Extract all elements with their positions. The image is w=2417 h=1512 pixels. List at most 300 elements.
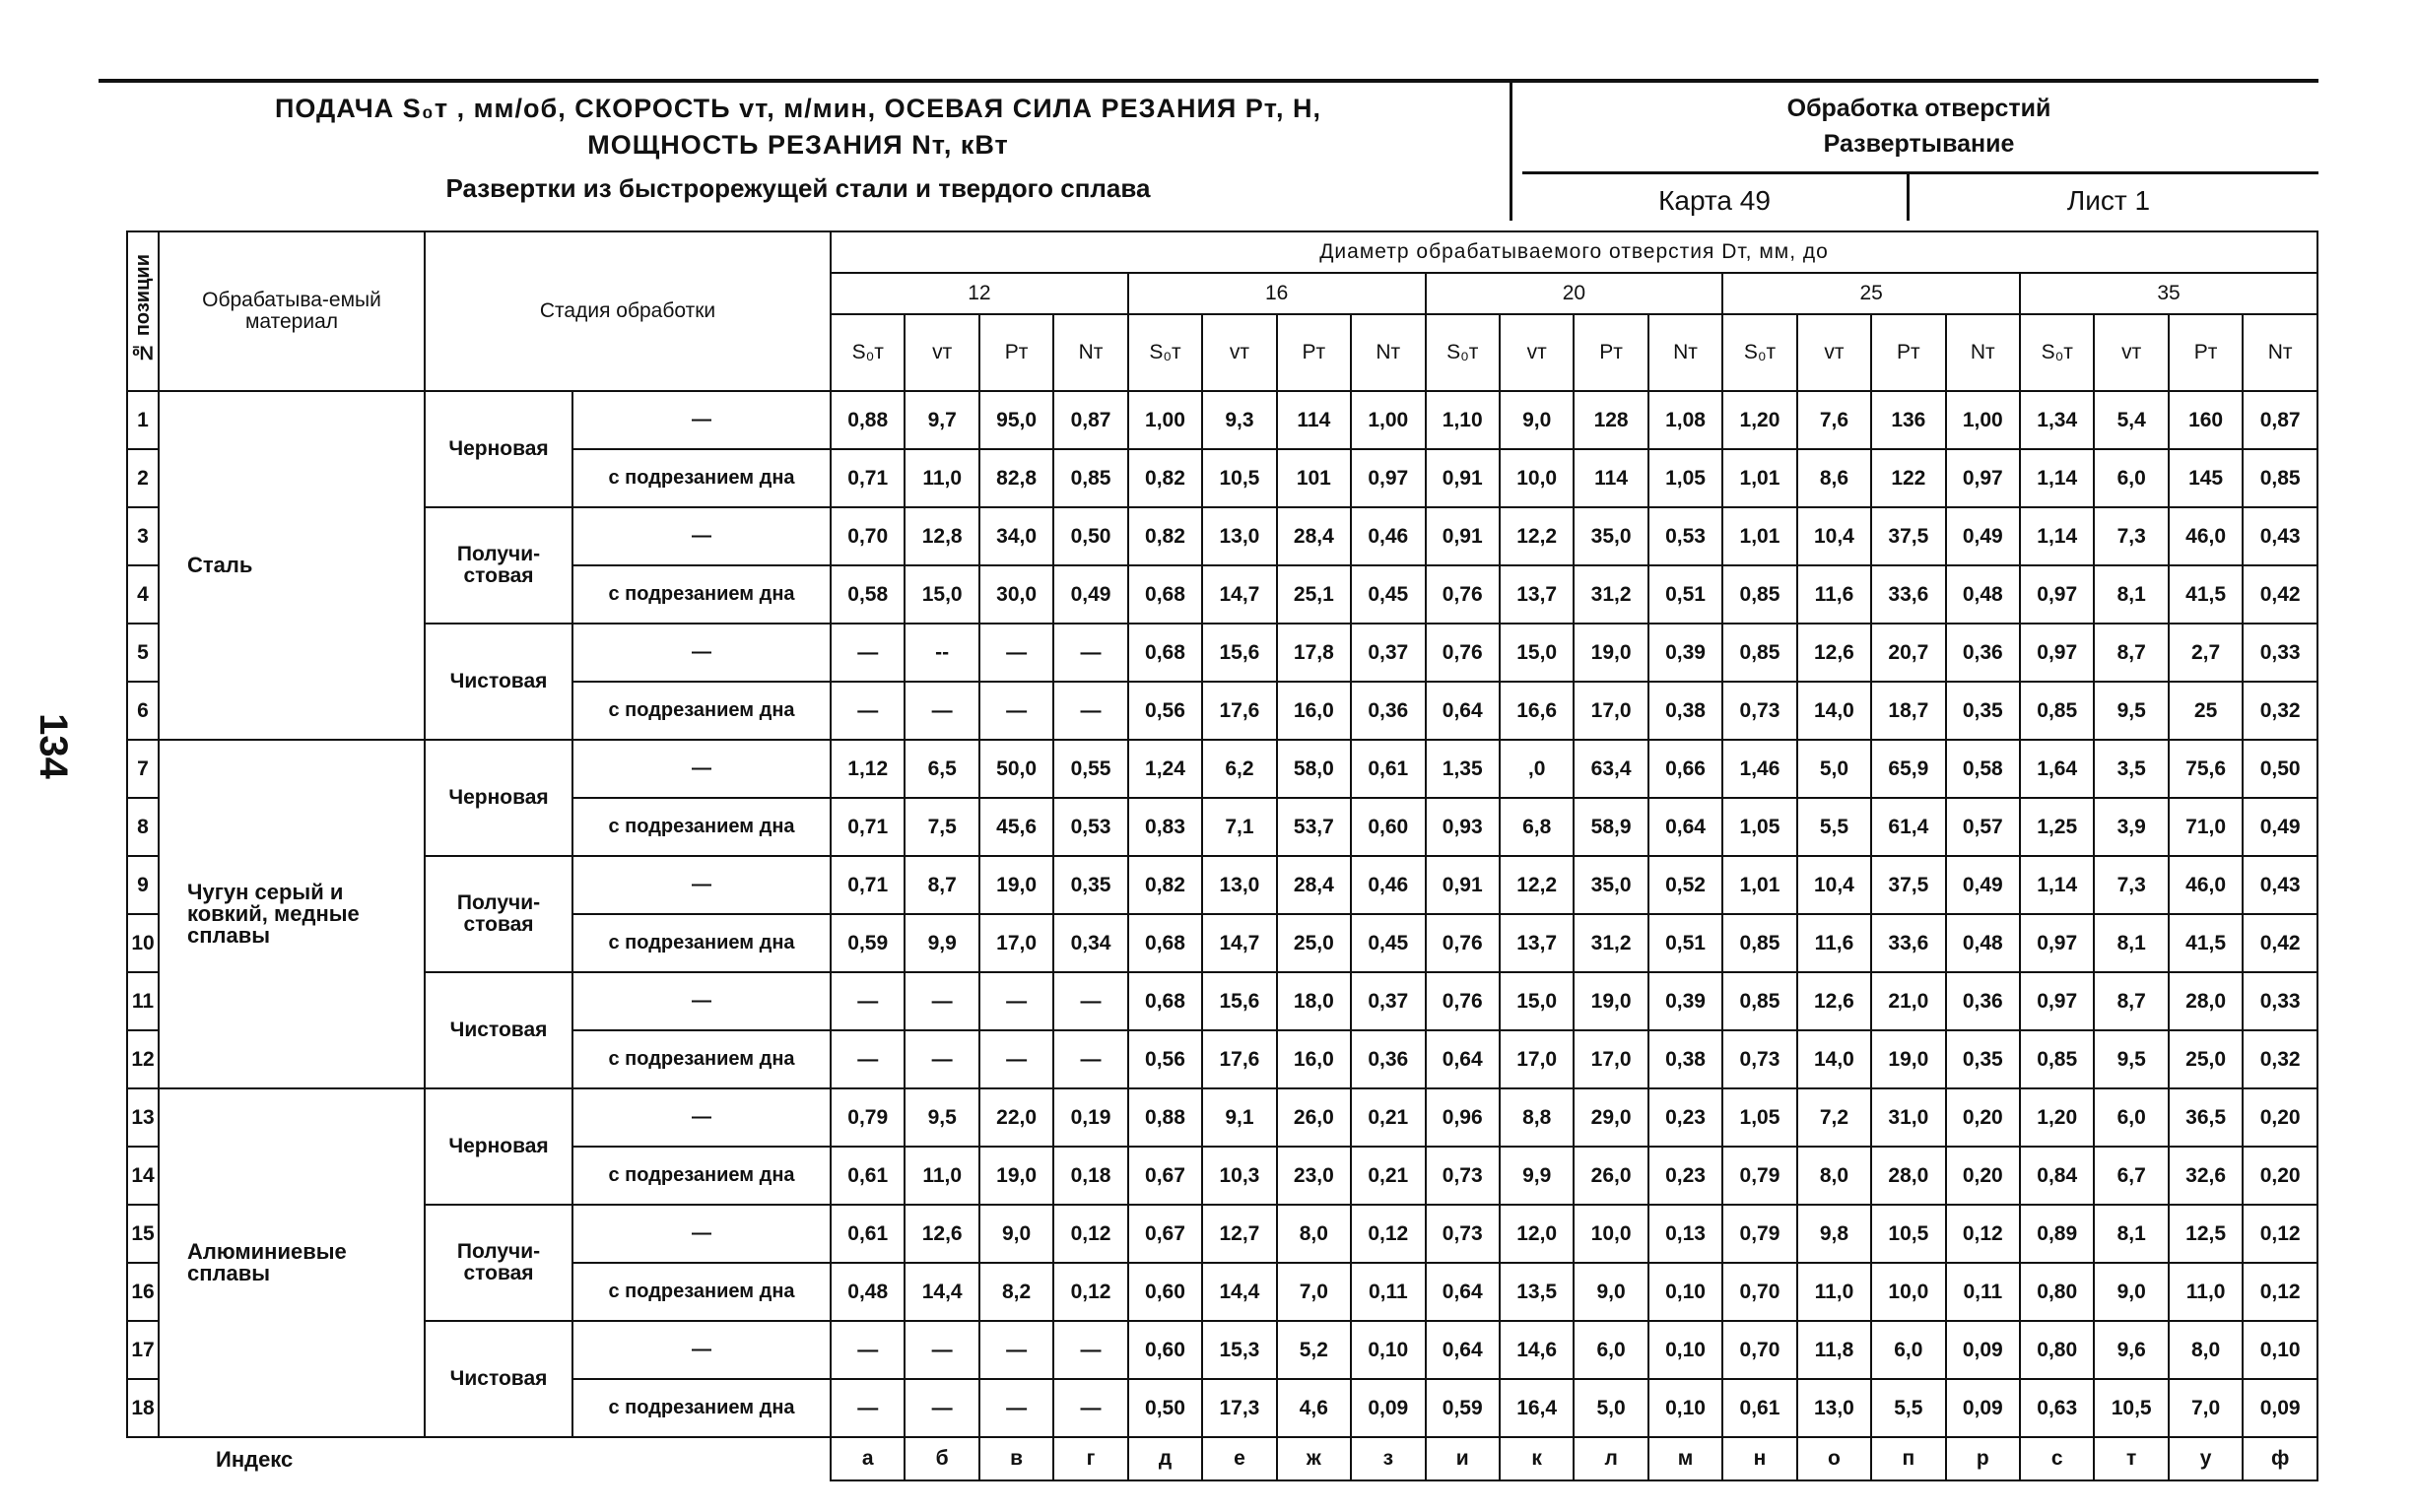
index-letter: н — [1722, 1437, 1796, 1480]
value-cell: 0,85 — [1722, 624, 1796, 682]
param-header: Pт — [979, 314, 1053, 391]
diameter-12: 12 — [831, 273, 1128, 314]
value-cell: 15,6 — [1202, 972, 1276, 1030]
value-cell: 0,58 — [831, 565, 905, 624]
value-cell: — — [979, 682, 1053, 740]
value-cell: — — [1053, 1030, 1127, 1088]
sub-stage-cell: — — [572, 1088, 831, 1147]
value-cell: 11,0 — [905, 1147, 978, 1205]
value-cell: 1,00 — [1128, 391, 1202, 449]
value-cell: 20,7 — [1871, 624, 1945, 682]
value-cell: 0,09 — [2243, 1379, 2317, 1437]
value-cell: 0,10 — [1648, 1321, 1722, 1379]
value-cell: 1,00 — [1946, 391, 2020, 449]
value-cell: 0,10 — [1648, 1379, 1722, 1437]
operation-block — [1522, 91, 2316, 162]
sub-stage-cell: — — [572, 740, 831, 798]
value-cell: 58,9 — [1574, 798, 1647, 856]
position-number: 14 — [127, 1147, 159, 1205]
value-cell: 0,19 — [1053, 1088, 1127, 1147]
sub-stage-cell: с подрезанием дна — [572, 449, 831, 507]
value-cell: 0,68 — [1128, 624, 1202, 682]
value-cell: 0,82 — [1128, 856, 1202, 914]
value-cell: — — [1053, 624, 1127, 682]
value-cell: 0,85 — [1722, 914, 1796, 972]
value-cell: 9,7 — [905, 391, 978, 449]
value-cell: 0,67 — [1128, 1205, 1202, 1263]
value-cell: 12,0 — [1500, 1205, 1574, 1263]
stage-cell: Чистовая — [425, 1321, 572, 1437]
value-cell: 16,4 — [1500, 1379, 1574, 1437]
value-cell: 0,33 — [2243, 624, 2317, 682]
value-cell: 0,12 — [1946, 1205, 2020, 1263]
value-cell: 9,0 — [979, 1205, 1053, 1263]
stage-cell: Черновая — [425, 740, 572, 856]
title-line-2: МОЩНОСТЬ РЕЗАНИЯ Nт, кВт — [587, 130, 1009, 160]
value-cell: 6,0 — [1574, 1321, 1647, 1379]
index-letter: е — [1202, 1437, 1276, 1480]
value-cell: 0,70 — [1722, 1263, 1796, 1321]
value-cell: 0,36 — [1946, 624, 2020, 682]
value-cell: 11,0 — [1797, 1263, 1871, 1321]
value-cell: 0,49 — [1053, 565, 1127, 624]
position-number: 10 — [127, 914, 159, 972]
value-cell: 33,6 — [1871, 914, 1945, 972]
value-cell: 160 — [2169, 391, 2243, 449]
value-cell: 17,0 — [1574, 1030, 1647, 1088]
value-cell: 0,38 — [1648, 1030, 1722, 1088]
value-cell: 10,5 — [1202, 449, 1276, 507]
value-cell: 9,0 — [1500, 391, 1574, 449]
sub-stage-cell: — — [572, 972, 831, 1030]
value-cell: 12,6 — [1797, 624, 1871, 682]
value-cell: 16,0 — [1277, 682, 1351, 740]
value-cell: 0,45 — [1351, 914, 1425, 972]
sub-stage-cell: с подрезанием дна — [572, 1147, 831, 1205]
value-cell: 0,59 — [1426, 1379, 1500, 1437]
index-letter: з — [1351, 1437, 1425, 1480]
value-cell: 13,7 — [1500, 565, 1574, 624]
value-cell: 5,5 — [1797, 798, 1871, 856]
value-cell: 0,13 — [1648, 1205, 1722, 1263]
value-cell: 0,59 — [831, 914, 905, 972]
value-cell: 19,0 — [979, 1147, 1053, 1205]
value-cell: 0,91 — [1426, 507, 1500, 565]
value-cell: 0,68 — [1128, 972, 1202, 1030]
value-cell: 0,43 — [2243, 507, 2317, 565]
value-cell: -- — [905, 624, 978, 682]
value-cell: 0,53 — [1648, 507, 1722, 565]
sub-stage-cell: с подрезанием дна — [572, 1263, 831, 1321]
value-cell: 0,53 — [1053, 798, 1127, 856]
table-row — [127, 856, 2317, 914]
value-cell: 34,0 — [979, 507, 1053, 565]
value-cell: 114 — [1277, 391, 1351, 449]
table-header — [127, 231, 2317, 391]
param-header: vт — [1500, 314, 1574, 391]
value-cell: 0,97 — [2020, 972, 2094, 1030]
value-cell: 12,2 — [1500, 507, 1574, 565]
value-cell: 31,2 — [1574, 914, 1647, 972]
value-cell: 0,39 — [1648, 624, 1722, 682]
index-letter: д — [1128, 1437, 1202, 1480]
param-header: Nт — [1053, 314, 1127, 391]
value-cell: 0,97 — [2020, 565, 2094, 624]
position-number: 18 — [127, 1379, 159, 1437]
value-cell: — — [905, 1030, 978, 1088]
value-cell: 14,7 — [1202, 914, 1276, 972]
value-cell: 8,7 — [2094, 624, 2168, 682]
value-cell: 8,7 — [905, 856, 978, 914]
value-cell: 50,0 — [979, 740, 1053, 798]
sub-stage-cell: с подрезанием дна — [572, 798, 831, 856]
value-cell: 0,56 — [1128, 682, 1202, 740]
value-cell: 0,82 — [1128, 507, 1202, 565]
param-header: S₀т — [1722, 314, 1796, 391]
value-cell: 0,35 — [1946, 682, 2020, 740]
value-cell: 0,42 — [2243, 914, 2317, 972]
stage-cell: Чистовая — [425, 972, 572, 1088]
value-cell: 10,5 — [2094, 1379, 2168, 1437]
value-cell: 145 — [2169, 449, 2243, 507]
value-cell: 1,01 — [1722, 856, 1796, 914]
position-number: 7 — [127, 740, 159, 798]
stage-cell: Получи-стовая — [425, 507, 572, 624]
value-cell: 12,7 — [1202, 1205, 1276, 1263]
value-cell: 19,0 — [1574, 624, 1647, 682]
index-letter: ж — [1277, 1437, 1351, 1480]
value-cell: 22,0 — [979, 1088, 1053, 1147]
sub-stage-cell: — — [572, 391, 831, 449]
value-cell: 15,3 — [1202, 1321, 1276, 1379]
value-cell: — — [831, 682, 905, 740]
value-cell: 37,5 — [1871, 507, 1945, 565]
value-cell: 3,5 — [2094, 740, 2168, 798]
value-cell: 8,2 — [979, 1263, 1053, 1321]
value-cell: 10,0 — [1500, 449, 1574, 507]
diameter-20: 20 — [1426, 273, 1723, 314]
value-cell: 14,0 — [1797, 1030, 1871, 1088]
value-cell: 0,70 — [1722, 1321, 1796, 1379]
value-cell: 136 — [1871, 391, 1945, 449]
value-cell: 11,8 — [1797, 1321, 1871, 1379]
value-cell: 14,4 — [1202, 1263, 1276, 1321]
diameter-25: 25 — [1722, 273, 2020, 314]
diameter-header: Диаметр обрабатываемого отверстия Dт, мм, до — [831, 231, 2317, 273]
value-cell: 0,87 — [1053, 391, 1127, 449]
value-cell: 12,6 — [905, 1205, 978, 1263]
value-cell: 8,1 — [2094, 1205, 2168, 1263]
value-cell: 0,36 — [1351, 682, 1425, 740]
value-cell: 8,1 — [2094, 565, 2168, 624]
value-cell: 0,87 — [2243, 391, 2317, 449]
index-letter: ф — [2243, 1437, 2317, 1480]
position-number: 16 — [127, 1263, 159, 1321]
value-cell: 12,8 — [905, 507, 978, 565]
value-cell: 0,85 — [2020, 682, 2094, 740]
value-cell: 12,6 — [1797, 972, 1871, 1030]
value-cell: 65,9 — [1871, 740, 1945, 798]
title-line-1: ПОДАЧА S₀т , мм/об, СКОРОСТЬ vт, м/мин, ОСЕВАЯ СИЛА РЕЗАНИЯ Pт, Н, — [274, 94, 1322, 123]
value-cell: — — [979, 1030, 1053, 1088]
value-cell: 28,4 — [1277, 856, 1351, 914]
value-cell: 19,0 — [1574, 972, 1647, 1030]
value-cell: 1,46 — [1722, 740, 1796, 798]
pos-header-cell — [127, 231, 159, 391]
param-header: vт — [1797, 314, 1871, 391]
value-cell: 0,56 — [1128, 1030, 1202, 1088]
value-cell: 25,1 — [1277, 565, 1351, 624]
value-cell: 0,12 — [2243, 1205, 2317, 1263]
sheet-number: Лист 1 — [2066, 185, 2151, 216]
value-cell: 7,0 — [1277, 1263, 1351, 1321]
value-cell: 10,4 — [1797, 507, 1871, 565]
value-cell: 0,12 — [2243, 1263, 2317, 1321]
param-header: S₀т — [1128, 314, 1202, 391]
value-cell: 0,71 — [831, 798, 905, 856]
value-cell: 7,3 — [2094, 507, 2168, 565]
value-cell: 1,05 — [1648, 449, 1722, 507]
position-number: 3 — [127, 507, 159, 565]
value-cell: 0,80 — [2020, 1321, 2094, 1379]
value-cell: 17,0 — [979, 914, 1053, 972]
value-cell: 0,76 — [1426, 972, 1500, 1030]
value-cell: 0,50 — [2243, 740, 2317, 798]
value-cell: 0,42 — [2243, 565, 2317, 624]
value-cell: 95,0 — [979, 391, 1053, 449]
title-block — [99, 91, 1498, 219]
param-header: vт — [1202, 314, 1276, 391]
param-header: Pт — [1871, 314, 1945, 391]
value-cell: 1,20 — [1722, 391, 1796, 449]
value-cell: 45,6 — [979, 798, 1053, 856]
value-cell: 0,79 — [1722, 1147, 1796, 1205]
value-cell: 0,10 — [2243, 1321, 2317, 1379]
value-cell: 0,36 — [1351, 1030, 1425, 1088]
value-cell: 53,7 — [1277, 798, 1351, 856]
value-cell: 75,6 — [2169, 740, 2243, 798]
value-cell: 41,5 — [2169, 914, 2243, 972]
value-cell: 122 — [1871, 449, 1945, 507]
value-cell: 0,35 — [1053, 856, 1127, 914]
index-letter: л — [1574, 1437, 1647, 1480]
value-cell: 19,0 — [1871, 1030, 1945, 1088]
value-cell: 11,6 — [1797, 565, 1871, 624]
value-cell: 23,0 — [1277, 1147, 1351, 1205]
value-cell: 7,5 — [905, 798, 978, 856]
index-letter: у — [2169, 1437, 2243, 1480]
value-cell: 10,0 — [1871, 1263, 1945, 1321]
sub-stage-cell: с подрезанием дна — [572, 682, 831, 740]
value-cell: 1,01 — [1722, 449, 1796, 507]
value-cell: 13,0 — [1202, 856, 1276, 914]
value-cell: 0,48 — [1946, 914, 2020, 972]
value-cell: 5,2 — [1277, 1321, 1351, 1379]
value-cell: — — [979, 1379, 1053, 1437]
param-header: S₀т — [831, 314, 905, 391]
value-cell: 1,20 — [2020, 1088, 2094, 1147]
index-letter: п — [1871, 1437, 1945, 1480]
value-cell: 26,0 — [1277, 1088, 1351, 1147]
operation-title: Развертывание — [1823, 130, 2015, 158]
value-cell: 0,82 — [1128, 449, 1202, 507]
index-letter: р — [1946, 1437, 2020, 1480]
value-cell: — — [905, 1321, 978, 1379]
value-cell: 10,3 — [1202, 1147, 1276, 1205]
index-letter: к — [1500, 1437, 1574, 1480]
value-cell: 46,0 — [2169, 856, 2243, 914]
value-cell: 61,4 — [1871, 798, 1945, 856]
value-cell: 6,8 — [1500, 798, 1574, 856]
value-cell: 25,0 — [1277, 914, 1351, 972]
value-cell: 0,35 — [1946, 1030, 2020, 1088]
value-cell: 17,6 — [1202, 1030, 1276, 1088]
position-number: 2 — [127, 449, 159, 507]
value-cell: 0,38 — [1648, 682, 1722, 740]
value-cell: 0,68 — [1128, 914, 1202, 972]
sub-stage-cell: с подрезанием дна — [572, 1030, 831, 1088]
value-cell: 0,23 — [1648, 1088, 1722, 1147]
param-header: S₀т — [1426, 314, 1500, 391]
value-cell: 8,0 — [2169, 1321, 2243, 1379]
param-header: vт — [905, 314, 978, 391]
sub-stage-cell: с подрезанием дна — [572, 1379, 831, 1437]
value-cell: 1,05 — [1722, 1088, 1796, 1147]
value-cell: 0,20 — [2243, 1147, 2317, 1205]
position-number: 5 — [127, 624, 159, 682]
value-cell: 0,37 — [1351, 972, 1425, 1030]
value-cell: 0,32 — [2243, 1030, 2317, 1088]
value-cell: 0,32 — [2243, 682, 2317, 740]
value-cell: 6,0 — [2094, 449, 2168, 507]
value-cell: 13,0 — [1202, 507, 1276, 565]
value-cell: 8,0 — [1277, 1205, 1351, 1263]
table-body — [127, 391, 2317, 1480]
value-cell: 0,11 — [1351, 1263, 1425, 1321]
value-cell: 8,8 — [1500, 1088, 1574, 1147]
value-cell: — — [831, 1321, 905, 1379]
value-cell: 0,46 — [1351, 856, 1425, 914]
value-cell: 7,1 — [1202, 798, 1276, 856]
value-cell: 1,10 — [1426, 391, 1500, 449]
value-cell: 6,0 — [2094, 1088, 2168, 1147]
value-cell: 0,64 — [1426, 1030, 1500, 1088]
value-cell: 0,48 — [831, 1263, 905, 1321]
value-cell: 0,83 — [1128, 798, 1202, 856]
position-number: 15 — [127, 1205, 159, 1263]
value-cell: 0,23 — [1648, 1147, 1722, 1205]
value-cell: — — [1053, 972, 1127, 1030]
value-cell: 14,6 — [1500, 1321, 1574, 1379]
index-letter: в — [979, 1437, 1053, 1480]
value-cell: 58,0 — [1277, 740, 1351, 798]
value-cell: 0,46 — [1351, 507, 1425, 565]
value-cell: 32,6 — [2169, 1147, 2243, 1205]
value-cell: 0,91 — [1426, 449, 1500, 507]
index-letter: о — [1797, 1437, 1871, 1480]
value-cell: 0,20 — [1946, 1147, 2020, 1205]
value-cell: 25,0 — [2169, 1030, 2243, 1088]
subtitle: Развертки из быстрорежущей стали и твердого сплава — [445, 173, 1151, 203]
value-cell: 7,6 — [1797, 391, 1871, 449]
value-cell: 28,0 — [2169, 972, 2243, 1030]
value-cell: 0,97 — [2020, 624, 2094, 682]
sub-stage-cell: с подрезанием дна — [572, 565, 831, 624]
page-number: 134 — [31, 713, 75, 779]
value-cell: 14,4 — [905, 1263, 978, 1321]
value-cell: 1,08 — [1648, 391, 1722, 449]
value-cell: 19,0 — [979, 856, 1053, 914]
position-number: 9 — [127, 856, 159, 914]
value-cell: 0,49 — [1946, 856, 2020, 914]
value-cell: 0,21 — [1351, 1147, 1425, 1205]
value-cell: 17,3 — [1202, 1379, 1276, 1437]
value-cell: — — [905, 972, 978, 1030]
value-cell: 0,10 — [1351, 1321, 1425, 1379]
value-cell: 0,97 — [1946, 449, 2020, 507]
value-cell: 9,8 — [1797, 1205, 1871, 1263]
value-cell: 17,0 — [1574, 682, 1647, 740]
stage-cell: Чистовая — [425, 624, 572, 740]
value-cell: 0,97 — [2020, 914, 2094, 972]
stage-cell: Черновая — [425, 391, 572, 507]
value-cell: 15,0 — [1500, 624, 1574, 682]
value-cell: 9,5 — [2094, 682, 2168, 740]
value-cell: — — [831, 624, 905, 682]
value-cell: 0,50 — [1128, 1379, 1202, 1437]
value-cell: 0,45 — [1351, 565, 1425, 624]
value-cell: 28,4 — [1277, 507, 1351, 565]
value-cell: 6,0 — [1871, 1321, 1945, 1379]
value-cell: 0,73 — [1426, 1147, 1500, 1205]
table-row — [127, 972, 2317, 1030]
param-header: Nт — [1351, 314, 1425, 391]
value-cell: 18,7 — [1871, 682, 1945, 740]
value-cell: 46,0 — [2169, 507, 2243, 565]
value-cell: — — [1053, 1379, 1127, 1437]
value-cell: 0,91 — [1426, 856, 1500, 914]
value-cell: 0,36 — [1946, 972, 2020, 1030]
value-cell: 0,88 — [1128, 1088, 1202, 1147]
position-number: 12 — [127, 1030, 159, 1088]
value-cell: 71,0 — [2169, 798, 2243, 856]
index-row — [127, 1437, 2317, 1480]
value-cell: 10,0 — [1574, 1205, 1647, 1263]
value-cell: — — [979, 972, 1053, 1030]
sub-stage-cell: — — [572, 1205, 831, 1263]
value-cell: 0,64 — [1426, 1263, 1500, 1321]
value-cell: — — [831, 972, 905, 1030]
stage-cell: Получи-стовая — [425, 1205, 572, 1321]
value-cell: 15,0 — [905, 565, 978, 624]
value-cell: 7,2 — [1797, 1088, 1871, 1147]
value-cell: 0,79 — [1722, 1205, 1796, 1263]
value-cell: 16,6 — [1500, 682, 1574, 740]
value-cell: 10,5 — [1871, 1205, 1945, 1263]
position-number: 4 — [127, 565, 159, 624]
value-cell: 0,76 — [1426, 624, 1500, 682]
value-cell: — — [905, 1379, 978, 1437]
value-cell: 29,0 — [1574, 1088, 1647, 1147]
param-header: vт — [2094, 314, 2168, 391]
index-letter: и — [1426, 1437, 1500, 1480]
param-header: Pт — [2169, 314, 2243, 391]
value-cell: 9,0 — [2094, 1263, 2168, 1321]
value-cell: 8,7 — [2094, 972, 2168, 1030]
value-cell: 0,85 — [2243, 449, 2317, 507]
value-cell: 31,2 — [1574, 565, 1647, 624]
index-letter: т — [2094, 1437, 2168, 1480]
